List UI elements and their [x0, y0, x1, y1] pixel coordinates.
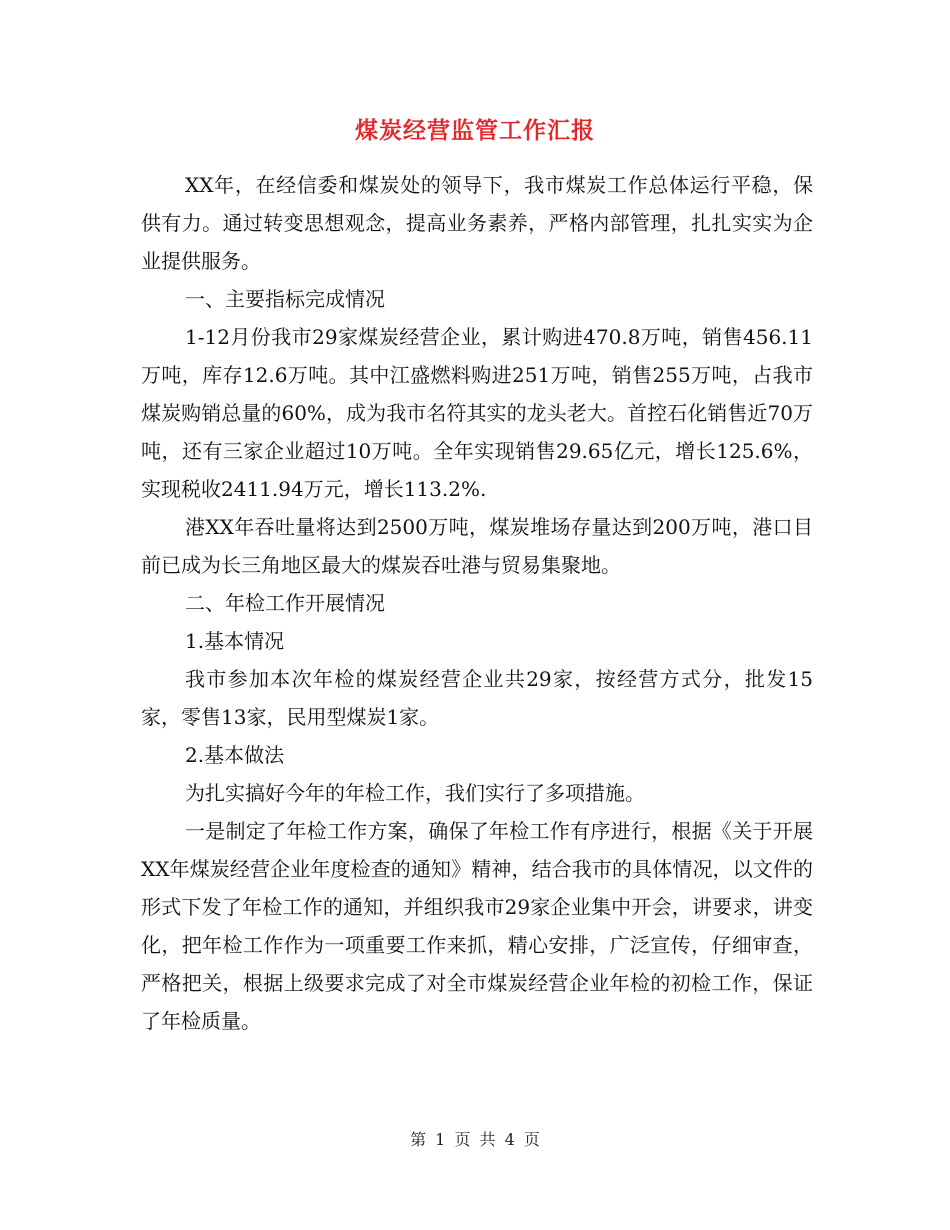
section-heading-annual-inspection: 二、年检工作开展情况 — [185, 591, 385, 615]
intro-paragraph: XX年，在经信委和煤炭处的领导下，我市煤炭工作总体运行平稳，保供有力。通过转变思想观念，提高业务素养，严格内部管理，扎扎实实为企业提供服务。 — [141, 173, 813, 273]
section-heading-indicators: 一、主要指标完成情况 — [185, 287, 385, 311]
subheading-basic-situation: 1.基本情况 — [185, 629, 285, 653]
port-paragraph: 港XX年吞吐量将达到2500万吨，煤炭堆场存量达到200万吨，港口目前已成为长三角地区最大的煤炭吞吐港与贸易集聚地。 — [141, 515, 813, 577]
document-title: 煤炭经营监管工作汇报 — [355, 117, 595, 144]
basic-situation-paragraph: 我市参加本次年检的煤炭经营企业共29家，按经营方式分，批发15家，零售13家，民用型煤炭1家。 — [141, 667, 813, 729]
document-body — [141, 166, 813, 1040]
page-number-footer: 第 1 页 共 4 页 — [410, 1130, 540, 1149]
subheading-basic-methods: 2.基本做法 — [185, 743, 285, 767]
measure-one-paragraph: 一是制定了年检工作方案，确保了年检工作有序进行，根据《关于开展XX年煤炭经营企业年度检查的通知》精神，结合我市的具体情况，以文件的形式下发了年检工作的通知，并组织我市29家企业集中开会，讲要求，讲变化，把年检工作作为一项重要工作来抓，精心安排，广泛宣传，仔细审查，严格把关，根据上级要求完成了对全市煤炭经营企业年检的初检工作，保证了年检质量。 — [141, 819, 813, 1033]
indicators-paragraph: 1-12月份我市29家煤炭经营企业，累计购进470.8万吨，销售456.11万吨，库存12.6万吨。其中江盛燃料购进251万吨，销售255万吨，占我市煤炭购销总量的60%，成为我市名符其实的龙头老大。首控石化销售近70万吨，还有三家企业超过10万吨。全年实现销售29.65亿元，增长125.6%，实现税收2411.94万元，增长113.2%. — [141, 325, 813, 501]
measures-intro-paragraph: 为扎实搞好今年的年检工作，我们实行了多项措施。 — [185, 781, 645, 805]
